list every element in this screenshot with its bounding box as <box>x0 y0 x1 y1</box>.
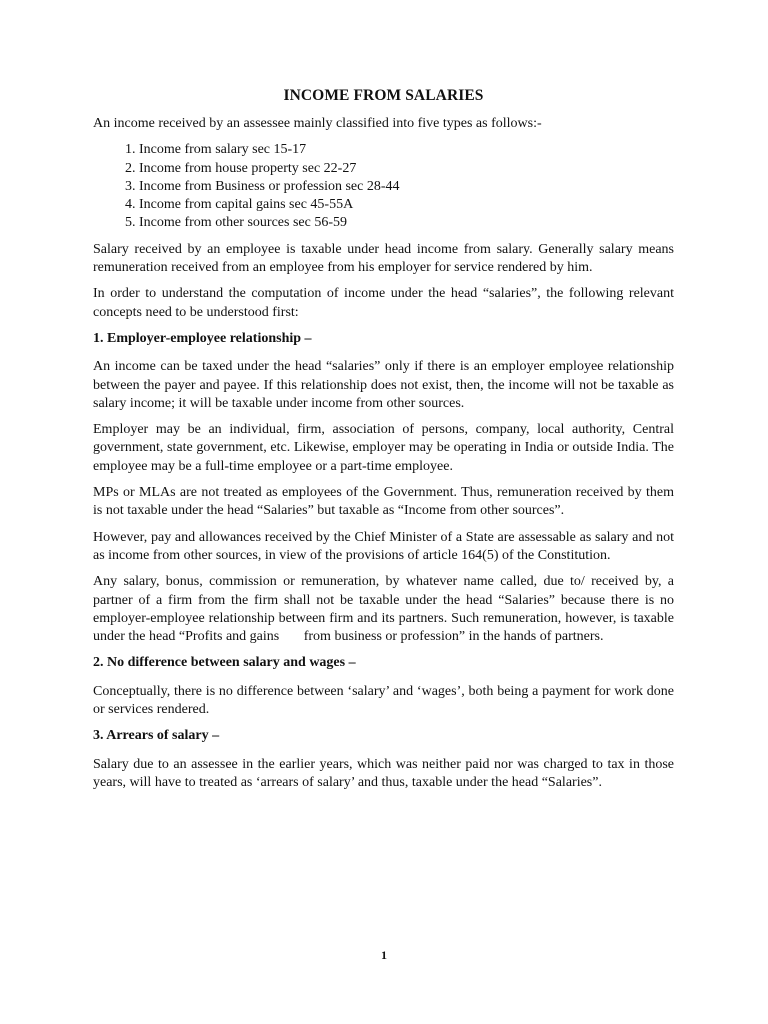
paragraph: Any salary, bonus, commission or remuneration, by whatever name called, due to/ received by, a partner of a firm from the firm shall not be taxable under the head “Salaries” because there is no employer-employee relationship between firm and its partners. Such remuneration, however, is taxable under the head “Profits and gains from business or profession” in the hands of partners. <box>93 574 678 645</box>
list-item: 1. Income from salary sec 15-17 <box>139 141 674 159</box>
list-item: 2. Income from house property sec 22-27 <box>139 160 674 178</box>
section-heading-arrears: 3. Arrears of salary – <box>93 728 220 744</box>
paragraph: Salary due to an assessee in the earlier years, which was neither paid nor was charged to tax in those years, will have to treated as ‘arrears of salary’ and thus, taxable under the head “Salaries”. <box>93 756 674 790</box>
section-heading-employer-employee: 1. Employer-employee relationship – <box>93 330 312 346</box>
page-number: 1 <box>381 948 387 962</box>
paragraph: Employer may be an individual, firm, association of persons, company, local authority, Central government, state government, etc. Likewise, employer may be operating in India or outside India. The employee may be a full-time employee or a part-time employee. <box>93 422 674 474</box>
list-item: 5. Income from other sources sec 56-59 <box>139 214 674 232</box>
list-item: 3. Income from Business or profession sec 28-44 <box>139 178 674 196</box>
paragraph-salary-taxable: Salary received by an employee is taxable under head income from salary. Generally salary means remuneration received from an employee from his employer for service rendered by him. <box>93 241 674 276</box>
income-types-list <box>93 141 674 232</box>
list-item: 4. Income from capital gains sec 45-55A <box>139 196 674 214</box>
paragraph: Conceptually, there is no difference between ‘salary’ and ‘wages’, both being a payment for work done or services rendered. <box>93 683 674 718</box>
paragraph: An income can be taxed under the head “salaries” only if there is an employer employee relationship between the payer and payee. If this relationship does not exist, then, the income will not be taxable as salary income; it will be taxable under income from other sources. <box>93 359 674 411</box>
paragraph: However, pay and allowances received by the Chief Minister of a State are assessable as salary and not as income from other sources, in view of the provisions of article 164(5) of the Constitution. <box>93 529 674 563</box>
document-title: INCOME FROM SALARIES <box>283 87 484 104</box>
intro-paragraph: An income received by an assessee mainly classified into five types as follows:- <box>93 116 542 131</box>
section-heading-salary-wages: 2. No difference between salary and wages – <box>93 655 356 671</box>
paragraph-concepts: In order to understand the computation of income under the head “salaries”, the following relevant concepts need to be understood first: <box>93 286 674 320</box>
document-body <box>93 87 678 800</box>
paragraph: MPs or MLAs are not treated as employees of the Government. Thus, remuneration received by them is not taxable under the head “Salaries” but taxable as “Income from other sources”. <box>93 485 674 519</box>
